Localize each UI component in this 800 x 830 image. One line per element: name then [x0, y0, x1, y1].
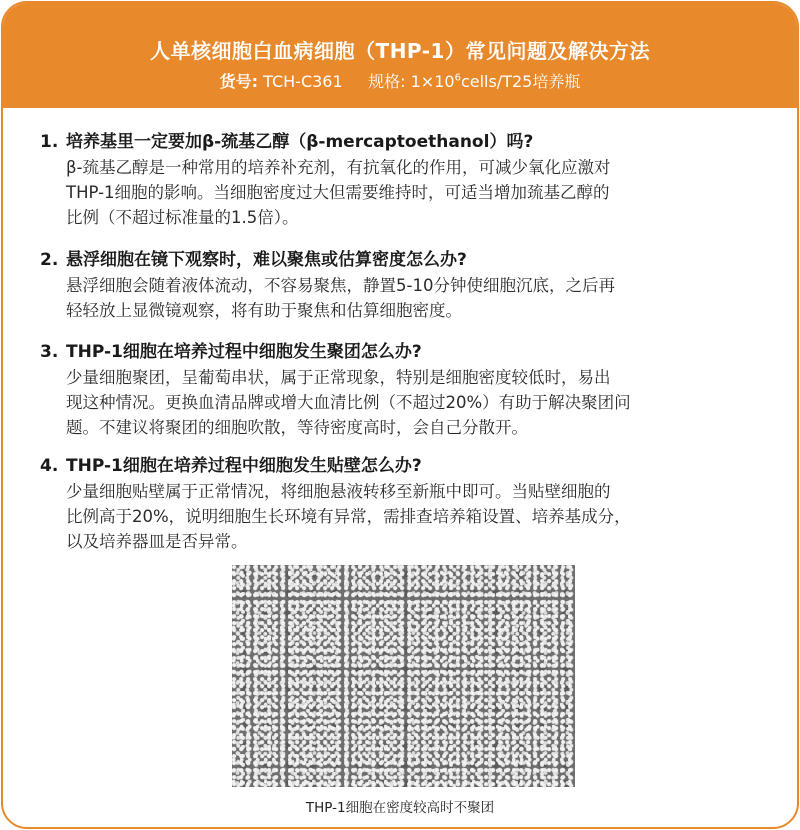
spec-exponent: 6 — [454, 72, 461, 84]
answer-line: 少量细胞聚团，呈葡萄串状，属于正常现象，特别是细胞密度较低时，易出 — [66, 368, 611, 387]
faq-number: 1. — [40, 132, 59, 152]
faq-answer — [40, 273, 765, 323]
answer-line: THP-1细胞的影响。当细胞密度过大但需要维持时，可适当增加巯基乙醇的 — [66, 183, 610, 202]
sku-value: TCH-C361 — [263, 72, 343, 91]
faq-question — [40, 129, 765, 155]
faq-answer — [40, 365, 765, 440]
faq-item-1 — [40, 129, 765, 230]
faq-question-text: THP-1细胞在培养过程中细胞发生聚团怎么办? — [66, 342, 422, 362]
sku-label: 货号: — [219, 72, 259, 91]
answer-line: 以及培养器皿是否异常。 — [66, 532, 248, 551]
product-info — [3, 69, 797, 92]
image-caption: THP-1细胞在密度较高时不聚团 — [305, 800, 495, 816]
faq-item-3 — [40, 339, 765, 440]
header-banner — [3, 3, 797, 108]
faq-card — [1, 1, 799, 829]
answer-line: β-巯基乙醇是一种常用的培养补充剂，有抗氧化的作用，可减少氧化应激对 — [66, 158, 611, 177]
answer-line: 现这种情况。更换血清品牌或增大血清比例（不超过20%）有助于解决聚团问 — [66, 393, 631, 412]
answer-line: 比例高于20%，说明细胞生长环境有异常，需排查培养箱设置、培养基成分， — [66, 507, 631, 526]
answer-line: 比例（不超过标准量的1.5倍）。 — [66, 208, 299, 227]
faq-question-text: 悬浮细胞在镜下观察时，难以聚焦或估算密度怎么办? — [66, 250, 467, 270]
faq-item-2 — [40, 247, 765, 323]
spec-suffix: cells/T25培养瓶 — [460, 72, 581, 91]
faq-answer — [40, 155, 765, 230]
faq-number: 2. — [40, 250, 59, 270]
faq-number: 4. — [40, 456, 59, 476]
faq-question-text: THP-1细胞在培养过程中细胞发生贴壁怎么办? — [66, 456, 422, 476]
faq-question — [40, 339, 765, 365]
spec-label: 规格: — [368, 72, 406, 91]
faq-answer — [40, 479, 765, 554]
spec-prefix: 1×10 — [410, 72, 455, 91]
answer-line: 题。不建议将聚团的细胞吹散，等待密度高时，会自己分散开。 — [66, 418, 528, 437]
faq-item-4 — [40, 453, 765, 554]
answer-line: 少量细胞贴壁属于正常情况，将细胞悬液转移至新瓶中即可。当贴壁细胞的 — [66, 482, 611, 501]
cell-micrograph — [232, 565, 575, 787]
faq-question — [40, 453, 765, 479]
faq-question — [40, 247, 765, 273]
faq-question-text: 培养基里一定要加β-巯基乙醇（β-mercaptoethanol）吗? — [66, 132, 534, 152]
faq-number: 3. — [40, 342, 59, 362]
answer-line: 悬浮细胞会随着液体流动，不容易聚焦，静置5-10分钟使细胞沉底，之后再 — [66, 276, 615, 295]
answer-line: 轻轻放上显微镜观察，将有助于聚焦和估算细胞密度。 — [66, 301, 462, 320]
page-title: 人单核细胞白血病细胞（THP-1）常见问题及解决方法 — [150, 39, 650, 63]
